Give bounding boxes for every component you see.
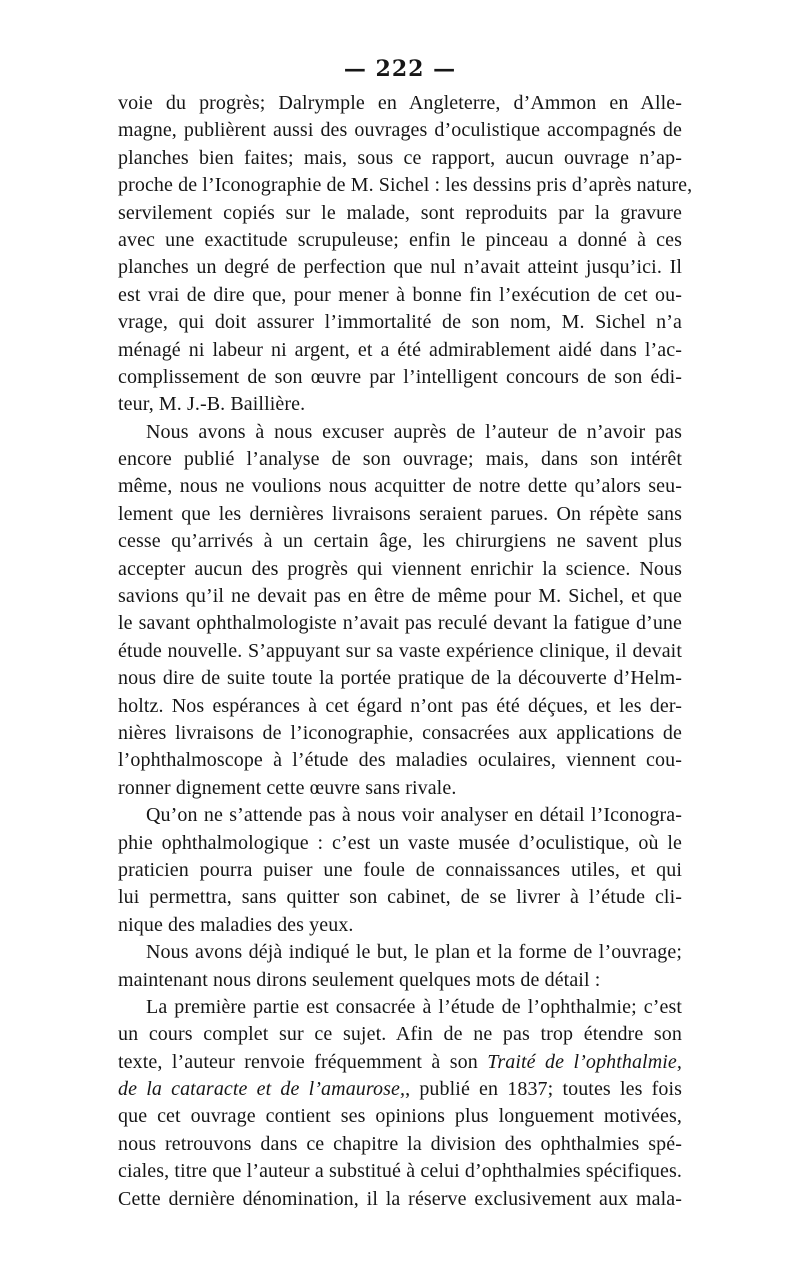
book-title-italic: Traité de l’ophthalmie, (487, 1050, 682, 1073)
text-line: le savant ophthalmologiste n’avait pas reculé devant la fatigue d’une (118, 612, 682, 635)
text-line: phie ophthalmologique : c’est un vaste musée d’oculistique, où le (118, 831, 682, 854)
text-line: teur, M. J.-B. Baillière. (118, 393, 306, 416)
text-line: planches un degré de perfection que nul n’avait atteint jusqu’ici. Il (118, 256, 682, 279)
body-text (118, 90, 693, 1213)
text-line: ronner dignement cette œuvre sans rivale. (118, 776, 457, 799)
book-title-italic: de la cataracte et de l’amaurose, (118, 1078, 406, 1101)
text-line: Nous avons déjà indiqué le but, le plan et la forme de l’ouvrage; (146, 941, 682, 964)
text-line: Nous avons à nous excuser auprès de l’auteur de n’avoir pas (146, 420, 682, 443)
text-line: nous dire de suite toute la portée pratique de la découverte d’Helm- (118, 667, 682, 690)
text-line: l’ophthalmoscope à l’étude des maladies oculaires, viennent cou- (118, 749, 682, 772)
text-line: avec une exactitude scrupuleuse; enfin le pinceau a donné à ces (118, 228, 682, 251)
text-line: Cette dernière dénomination, il la réserve exclusivement aux mala- (118, 1187, 682, 1210)
text-line: étude nouvelle. S’appuyant sur sa vaste expérience clinique, il devait (118, 639, 682, 662)
text-segment: , publié en 1837; toutes les fois (405, 1078, 682, 1101)
text-line: que cet ouvrage contient ses opinions plus longuement motivées, (118, 1105, 682, 1128)
text-line: voie du progrès; Dalrymple en Angleterre, d’Ammon en Alle- (118, 92, 682, 114)
text-line: même, nous ne voulions nous acquitter de notre dette qu’alors seu- (118, 475, 682, 498)
text-line: praticien pourra puiser une foule de connaissances utiles, et qui (118, 858, 682, 881)
text-line: nières livraisons de l’iconographie, consacrées aux applications de (118, 721, 682, 744)
text-line: Qu’on ne s’attende pas à nous voir analyser en détail l’Iconogra- (146, 804, 682, 827)
text-line: proche de l’Iconographie de M. Sichel : les dessins pris d’après nature, (118, 174, 693, 197)
text-line: magne, publièrent aussi des ouvrages d’oculistique accompagnés de (118, 119, 682, 142)
text-line: accepter aucun des progrès qui viennent enrichir la science. Nous (118, 557, 682, 580)
text-segment: texte, l’auteur renvoie fréquemment à son (118, 1050, 478, 1073)
text-line: nique des maladies des yeux. (118, 913, 354, 936)
text-line: nous retrouvons dans ce chapitre la division des ophthalmies spé- (118, 1132, 682, 1155)
text-line: ciales, titre que l’auteur a substitué à celui d’ophthalmies spécifiques. (118, 1160, 682, 1183)
text-line: est vrai de dire que, pour mener à bonne fin l’exécution de cet ou- (118, 283, 682, 306)
text-line: cesse qu’arrivés à un certain âge, les chirurgiens ne savent plus (118, 530, 682, 553)
text-line: complissement de son œuvre par l’intelligent concours de son édi- (118, 365, 682, 388)
text-line: savions qu’il ne devait pas en être de même pour M. Sichel, et que (118, 585, 682, 608)
text-line: planches bien faites; mais, sous ce rapport, aucun ouvrage n’ap- (118, 146, 682, 169)
text-line: un cours complet sur ce sujet. Afin de ne pas trop étendre son (118, 1023, 682, 1046)
text-line (118, 1076, 682, 1103)
text-line (118, 1049, 682, 1076)
page-number: — 222 — (343, 56, 457, 82)
text-line: lement que les dernières livraisons seraient parues. On répète sans (118, 502, 682, 525)
text-line: vrage, qui doit assurer l’immortalité de son nom, M. Sichel n’a (118, 311, 682, 334)
text-line: maintenant nous dirons seulement quelques mots de détail : (118, 968, 601, 991)
text-line: ménagé ni labeur ni argent, et a été admirablement aidé dans l’ac- (118, 338, 682, 361)
text-line: servilement copiés sur le malade, sont reproduits par la gravure (118, 201, 682, 224)
text-line: La première partie est consacrée à l’étude de l’ophthalmie; c’est (146, 995, 682, 1018)
text-line: holtz. Nos espérances à cet égard n’ont pas été déçues, et les der- (118, 694, 682, 717)
text-line: encore publié l’analyse de son ouvrage; mais, dans son intérêt (118, 448, 682, 471)
text-line: lui permettra, sans quitter son cabinet, de se livrer à l’étude cli- (118, 886, 682, 909)
